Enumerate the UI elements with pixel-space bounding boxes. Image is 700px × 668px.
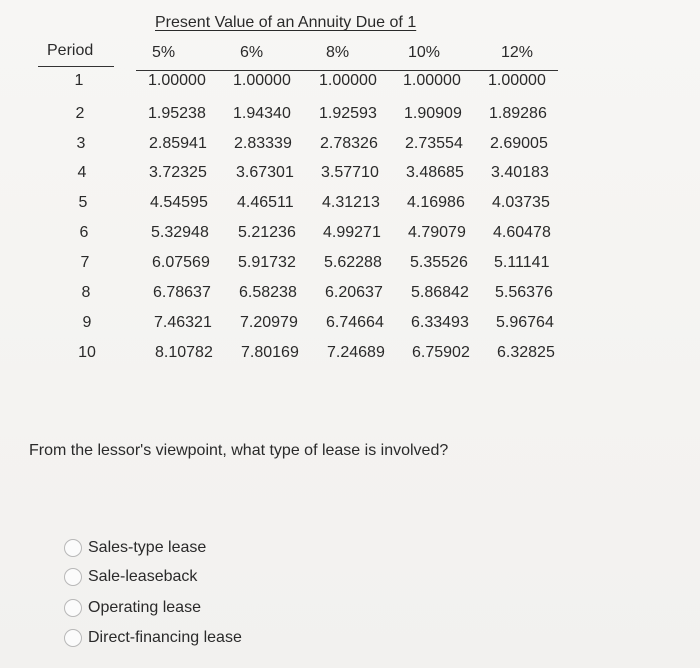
value-cell: 6.32825 xyxy=(497,344,555,361)
value-cell: 5.35526 xyxy=(410,254,468,271)
period-cell: 9 xyxy=(82,314,92,331)
value-cell: 1.00000 xyxy=(488,72,546,89)
value-cell: 2.73554 xyxy=(405,135,463,152)
value-cell: 6.75902 xyxy=(412,344,470,361)
value-cell: 1.94340 xyxy=(233,105,291,122)
radio-button[interactable] xyxy=(64,599,82,617)
rate-header-6: 6% xyxy=(240,44,264,61)
value-cell: 5.56376 xyxy=(495,284,553,301)
value-cell: 2.69005 xyxy=(490,135,548,152)
rate-header-8: 8% xyxy=(326,44,350,61)
value-cell: 5.91732 xyxy=(238,254,296,271)
value-cell: 7.46321 xyxy=(154,314,212,331)
value-cell: 2.85941 xyxy=(149,135,207,152)
value-cell: 7.24689 xyxy=(327,344,385,361)
value-cell: 7.20979 xyxy=(240,314,298,331)
value-cell: 2.78326 xyxy=(320,135,378,152)
value-cell: 6.33493 xyxy=(411,314,469,331)
value-cell: 6.74664 xyxy=(326,314,384,331)
value-cell: 3.67301 xyxy=(236,164,294,181)
value-cell: 1.90909 xyxy=(404,105,462,122)
value-cell: 3.72325 xyxy=(149,164,207,181)
value-cell: 4.54595 xyxy=(150,194,208,211)
period-cell: 5 xyxy=(78,194,88,211)
option-label: Sales-type lease xyxy=(88,539,207,556)
period-cell: 6 xyxy=(79,224,89,241)
value-cell: 3.48685 xyxy=(406,164,464,181)
period-cell: 1 xyxy=(74,72,84,89)
rate-header-10: 10% xyxy=(408,44,441,61)
value-cell: 5.21236 xyxy=(238,224,296,241)
value-cell: 4.31213 xyxy=(322,194,380,211)
question-text: From the lessor's viewpoint, what type of lease is involved? xyxy=(29,442,449,459)
period-column-header: Period xyxy=(47,42,94,59)
value-cell: 3.57710 xyxy=(321,164,379,181)
period-cell: 10 xyxy=(78,344,96,361)
value-cell: 5.96764 xyxy=(496,314,554,331)
radio-button[interactable] xyxy=(64,568,82,586)
value-cell: 6.07569 xyxy=(152,254,210,271)
period-header-divider xyxy=(38,66,114,67)
period-cell: 3 xyxy=(76,135,86,152)
option-label: Sale-leaseback xyxy=(88,568,198,585)
option-direct-financing-lease[interactable] xyxy=(64,626,242,650)
value-cell: 5.11141 xyxy=(494,254,550,271)
period-cell: 4 xyxy=(77,164,87,181)
option-sale-leaseback[interactable] xyxy=(64,565,197,589)
rate-header-divider xyxy=(136,70,558,71)
period-cell: 2 xyxy=(75,105,85,122)
value-cell: 4.60478 xyxy=(493,224,551,241)
period-cell: 8 xyxy=(81,284,91,301)
value-cell: 5.86842 xyxy=(411,284,469,301)
option-sales-type-lease[interactable] xyxy=(64,536,206,560)
value-cell: 3.40183 xyxy=(491,164,549,181)
value-cell: 4.79079 xyxy=(408,224,466,241)
value-cell: 7.80169 xyxy=(241,344,299,361)
value-cell: 6.20637 xyxy=(325,284,383,301)
option-label: Operating lease xyxy=(88,599,201,616)
radio-button[interactable] xyxy=(64,629,82,647)
value-cell: 1.92593 xyxy=(319,105,377,122)
value-cell: 4.99271 xyxy=(323,224,381,241)
value-cell: 4.46511 xyxy=(237,194,294,211)
option-operating-lease[interactable] xyxy=(64,596,201,620)
value-cell: 1.95238 xyxy=(148,105,206,122)
value-cell: 5.62288 xyxy=(324,254,382,271)
rate-header-12: 12% xyxy=(501,44,534,61)
value-cell: 5.32948 xyxy=(151,224,209,241)
value-cell: 1.00000 xyxy=(319,72,377,89)
value-cell: 2.83339 xyxy=(234,135,292,152)
option-label: Direct-financing lease xyxy=(88,629,242,646)
value-cell: 1.00000 xyxy=(403,72,461,89)
period-cell: 7 xyxy=(80,254,90,271)
value-cell: 4.03735 xyxy=(492,194,550,211)
rate-header-5: 5% xyxy=(152,44,176,61)
value-cell: 1.00000 xyxy=(233,72,291,89)
value-cell: 1.89286 xyxy=(489,105,547,122)
value-cell: 4.16986 xyxy=(407,194,465,211)
value-cell: 6.78637 xyxy=(153,284,211,301)
value-cell: 6.58238 xyxy=(239,284,297,301)
value-cell: 1.00000 xyxy=(148,72,206,89)
table-title: Present Value of an Annuity Due of 1 xyxy=(155,14,417,31)
radio-button[interactable] xyxy=(64,539,82,557)
value-cell: 8.10782 xyxy=(155,344,213,361)
